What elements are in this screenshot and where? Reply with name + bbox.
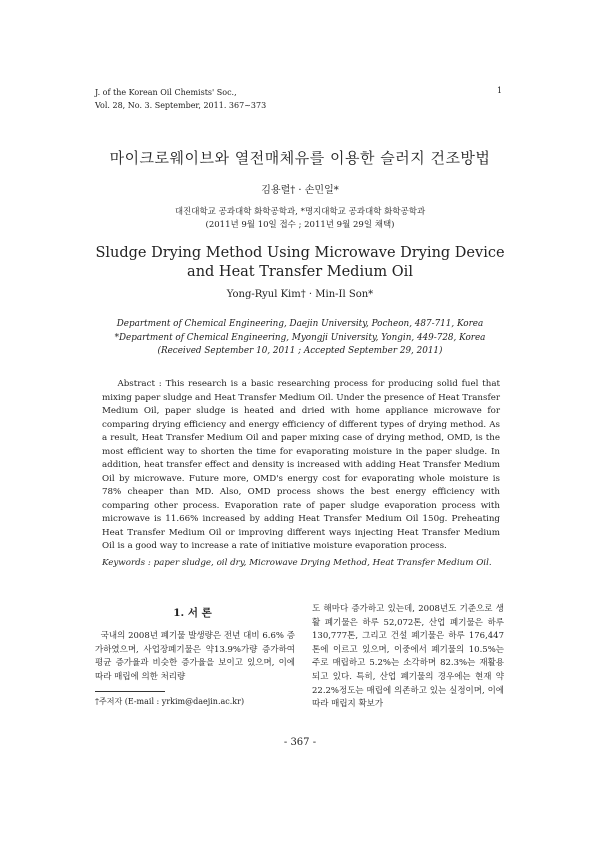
english-title [0, 244, 600, 282]
english-received-dates: (Received September 10, 2011 ; Accepted September 29, 2011) [157, 346, 443, 357]
korean-affiliations [0, 206, 600, 232]
korean-affiliation-line-1: 대진대학교 공과대학 화학공학과, *명지대학교 공과대학 화학공학과 [174, 207, 426, 217]
journal-line-1: J. of the Korean Oil Chemists' Soc., [95, 88, 237, 97]
page-footer-number: - 367 - [283, 737, 317, 748]
intro-paragraph-start: 국내의 2008년 폐기물 발생량은 전년 대비 6.6% 증가하였으며, 사업장폐기물은 약13.9%가량 증가하여 평균 증가율과 비슷한 증가율을 보이고 있으며, 이에 따라 매립에 의한 처리량 [95, 631, 295, 682]
right-column-text: 도 해마다 증가하고 있는데, 2008년도 기준으로 생활 폐기물은 하루 52,072톤, 산업 폐기물은 하루 130,777톤, 그리고 건설 폐기물은 하루 176,447톤에 이르고 있으며, 이중에서 폐기물의 10.5%는 주로 매립하고 5.2%는 소각하며 82.3%는 재활용되고 있다. 특히, 산업 폐기물의 경우에는 현재 약 22.2%정도는 매립에 의존하고 있는 실정이며, 이에 따라 매립지 확보가 [312, 604, 504, 710]
left-column-text [95, 630, 295, 684]
abstract [102, 378, 500, 554]
footnote-corresponding-author: †주저자 (E-mail : yrkim@daejin.ac.kr) [95, 697, 245, 706]
korean-authors: 김용렬† · 손민일* [261, 185, 339, 196]
english-affiliation-line-1: Department of Chemical Engineering, Daejin University, Pocheon, 487-711, Korea [116, 319, 484, 329]
journal-citation [95, 86, 266, 112]
keywords: Keywords : paper sludge, oil dry, Microwave Drying Method, Heat Transfer Medium Oil. [102, 558, 492, 568]
abstract-text: This research is a basic researching process for producing solid fuel that mixing paper sludge and Heat Transfer Medium Oil. Under the presence of Heat Transfer Medium Oil, paper sludge is heated and dried with home appliance microwave for comparing drying efficiency and energy efficiency of different types of drying method. As a result, Heat Transfer Medium Oil and paper mixing case of drying method, OMD, is the most efficient way to shorten the time for evaporating moisture in the paper sludge. In addition, heat transfer effect and density is increased with adding Heat Transfer Medium Oil by microwave. Future more, OMD's energy cost for evaporating whole moisture is 78% cheaper than MD. Also, OMD process shows the best energy efficiency with comparing other process. Evaporation rate of paper sludge evaporation process with microwave is 11.66% increased by adding Heat Transfer Medium Oil 150g. Preheating Heat Transfer Medium Oil or improving different ways injecting Heat Transfer Medium Oil is a good way to increase a rate of initiative moisture evaporation process. [102, 379, 501, 551]
english-affiliation-line-2: *Department of Chemical Engineering, Myongji University, Yongin, 449-728, Korea [114, 332, 486, 343]
header-page-number: 1 [497, 86, 503, 95]
footnote-divider [95, 691, 165, 692]
korean-received-dates: (2011년 9월 10일 접수 ; 2011년 9월 29일 채택) [205, 220, 395, 230]
abstract-label: Abstract : [117, 379, 162, 389]
english-title-line-1: Sludge Drying Method Using Microwave Drying Device [95, 245, 505, 261]
korean-title: 마이크로웨이브와 열전매체유를 이용한 슬러지 건조방법 [109, 149, 491, 167]
english-title-line-2: and Heat Transfer Medium Oil [187, 264, 413, 280]
english-affiliations [0, 318, 600, 359]
english-authors: Yong-Ryul Kim† · Min-Il Son* [226, 289, 374, 300]
section-heading-introduction: 1. 서 론 [173, 607, 212, 619]
journal-line-2: Vol. 28, No. 3. September, 2011. 367~373 [95, 101, 267, 110]
